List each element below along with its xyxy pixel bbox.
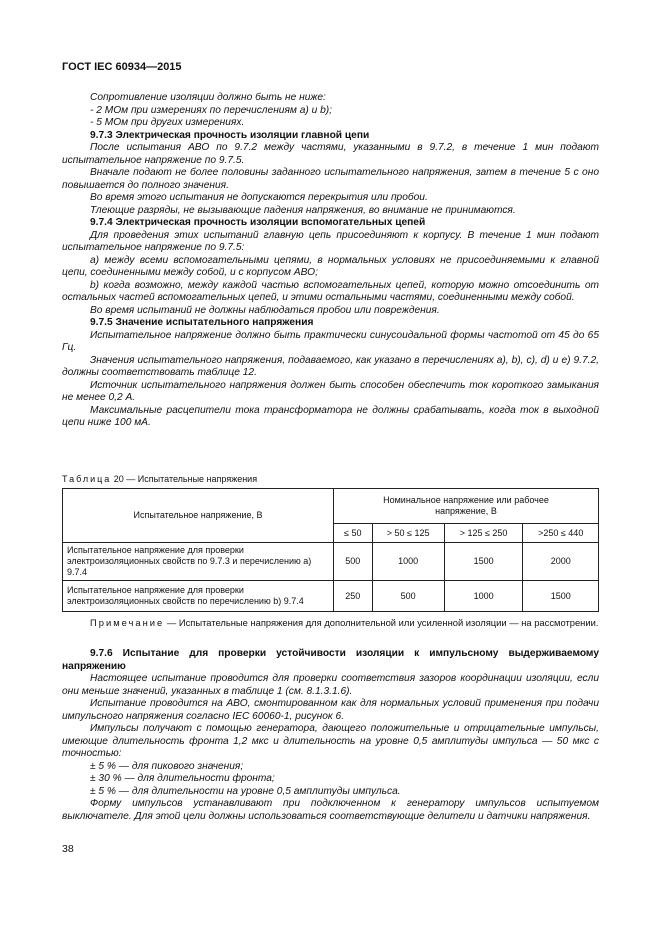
section-9-7-2-tail (62, 92, 599, 430)
table-row-label: Испытательное напряжение для проверки электроизоляционных свойств по 9.7.3 и перечислению a) 9.7.4 (63, 543, 334, 581)
section-heading: 9.7.4 Электрическая прочность изоляции вспомогательных цепей (90, 217, 426, 228)
paragraph: Вначале подают не более половины заданного испытательного напряжения, затем в течение 5 с оно повышается до полного значения. (62, 167, 599, 191)
list-item: ± 5 % — для длительности на уровне 0,5 амплитуды импульса. (90, 785, 401, 797)
page-number: 38 (62, 843, 74, 855)
document-header: ГОСТ IEC 60934—2015 (62, 61, 182, 73)
section-9-7-6 (62, 648, 599, 823)
table-column-header: > 50 ≤ 125 (372, 524, 444, 543)
table-cell: 1000 (372, 543, 444, 581)
table-caption-title: 20 — Испытательные напряжения (111, 474, 258, 484)
table-column-header: > 125 ≤ 250 (444, 524, 523, 543)
table-header-test-voltage: Испытательное напряжение, В (63, 489, 334, 543)
paragraph: a) между всеми вспомогательными цепями, в нормальных условиях не присоединяемыми к главной цепи, соединенными между собой, и с корпусом АВО; (62, 254, 599, 278)
list-item: ± 30 % — для длительности фронта; (90, 773, 275, 784)
paragraph: Настоящее испытание проводится для проверки соответствия зазоров координации изоляции, если они меньше значений, указанных в таблице 1 (см. 8.1.3.1.6). (62, 673, 599, 697)
table-caption-prefix: Таблица (62, 474, 112, 484)
paragraph: Для проведения этих испытаний главную цепь присоединяют к корпусу. В течение 1 мин подают испытательное напряжение по 9.7.5: (62, 229, 599, 253)
paragraph: Испытательное напряжение должно быть практически синусоидальной формы частотой от 45 до 65 Гц. (62, 329, 599, 353)
table-cell: 250 (334, 581, 373, 612)
table-cell: 500 (334, 543, 373, 581)
table-cell: 2000 (523, 543, 599, 581)
paragraph: Сопротивление изоляции должно быть не ниже: (90, 92, 326, 103)
table-cell: 1500 (523, 581, 599, 612)
paragraph: Максимальные расцепители тока трансформатора не должны срабатывать, когда ток в выходной цепи ниже 100 мА. (62, 404, 599, 428)
table-row-label: Испытательное напряжение для проверки электроизоляционных свойств по перечислению b) 9.7.4 (63, 581, 334, 612)
section-heading: 9.7.3 Электрическая прочность изоляции главной цепи (90, 129, 370, 141)
paragraph: Значения испытательного напряжения, подаваемого, как указано в перечислениях a), b), c), d) и e) 9.7.2, должны соответствовать таблице 12. (62, 354, 599, 378)
table-cell: 1500 (444, 543, 523, 581)
table-caption (62, 473, 257, 486)
test-voltage-table (62, 488, 599, 612)
paragraph: b) когда возможно, между каждой частью вспомогательных цепей, которую можно отсоединить от остальных частей вспомогательных цепей, и этими остальными частями, соединенными между собой. (62, 279, 599, 303)
note-text: — Испытательные напряжения для дополнительной или усиленной изоляции — на рассмотрении. (164, 617, 599, 628)
list-item: - 2 МОм при измерениях по перечислениям a) и b); (90, 104, 332, 116)
table-column-header: >250 ≤ 440 (523, 524, 599, 543)
table-row (63, 543, 599, 581)
list-item: - 5 МОм при других измерениях. (90, 117, 245, 128)
paragraph: После испытания АВО по 9.7.2 между частями, указанными в 9.7.2, в течение 1 мин подают испытательное напряжение по 9.7.5. (62, 142, 599, 166)
paragraph: Испытание проводится на АВО, смонтированном как для нормальных условий применения при подачи импульсного напряжения согласно IEC 60060-1, рисунок 6. (62, 698, 599, 722)
table-cell: 500 (372, 581, 444, 612)
paragraph: Тлеющие разряды, не вызывающие падения напряжения, во внимание не принимаются. (90, 204, 516, 216)
paragraph: Во время этого испытания не допускаются перекрытия или пробои. (90, 192, 428, 203)
paragraph: Источник испытательного напряжения должен быть способен обеспечить ток короткого замыкания не менее 0,2 А. (62, 379, 599, 403)
table-row (63, 581, 599, 612)
table-header-rated-voltage: Номинальное напряжение или рабочее напряжение, В (334, 489, 599, 524)
section-heading: 9.7.5 Значение испытательного напряжения (90, 317, 314, 328)
table-note (62, 617, 599, 629)
paragraph: Импульсы получают с помощью генератора, дающего положительные и отрицательные импульсы, имеющие длительность фронта 1,2 мкс и длительность на уровне 0,5 амплитуды импульса — 50 мкс с точностью: (62, 723, 599, 759)
list-item: ± 5 % — для пикового значения; (90, 760, 244, 772)
section-heading: 9.7.6 Испытание для проверки устойчивости изоляции к импульсному выдерживаемому напряжению (62, 648, 599, 672)
table-cell: 1000 (444, 581, 523, 612)
note-prefix: Примечание (90, 617, 165, 628)
paragraph: Во время испытаний не должны наблюдаться пробои или повреждения. (90, 304, 440, 316)
table-column-header: ≤ 50 (334, 524, 373, 543)
paragraph: Форму импульсов устанавливают при подключенном к генератору импульсов испытуемом выключателе. Для этой цели должны использоваться соответствующие делители и датчики напряжения. (62, 798, 599, 822)
